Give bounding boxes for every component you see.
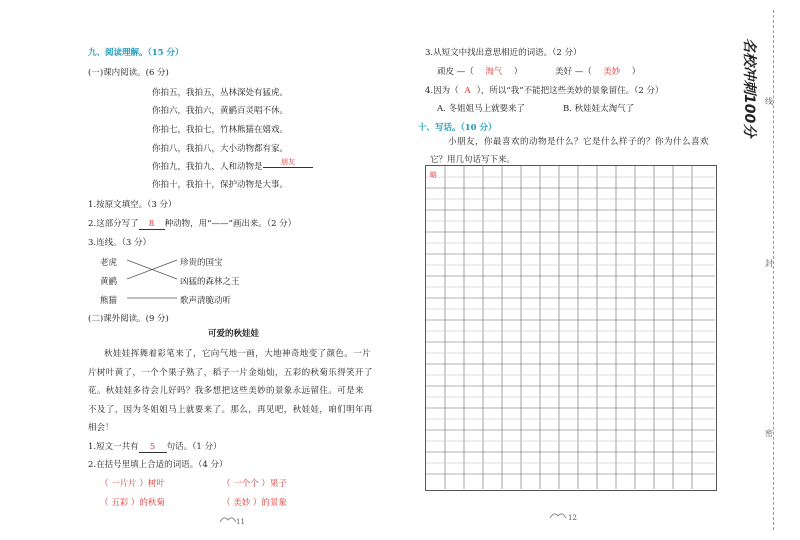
- section-9-heading: 九、阅读理解。（15 分）: [88, 48, 184, 58]
- page-number-left: 11: [236, 518, 245, 526]
- match-left-item: 老虎: [100, 258, 118, 268]
- poem-line: 你拍七，我拍七，竹林熊猫在嬉戏。: [152, 125, 289, 135]
- close-paren: ）: [631, 67, 641, 77]
- option-b: B. 秋娃娃太淘气了: [563, 104, 635, 114]
- fill-item: （ 美妙 ）的景象: [222, 498, 287, 508]
- writing-prompt: 小朋友，你最喜欢的动物是什么？它是什么样子的？你为什么喜欢: [448, 137, 710, 147]
- writing-prompt: 它？用几句话写下来。: [430, 155, 516, 165]
- page-number-right: 12: [568, 514, 577, 522]
- story-line: 秋娃娃挥舞着彩笔来了，它向气地一画，大地神奇地变了颜色。一片: [104, 349, 372, 359]
- binding-mark: 线: [765, 97, 773, 106]
- poem-line: 你拍八，我拍八，大小动物都有家。: [152, 144, 289, 154]
- question-2-answer: 8: [139, 219, 165, 230]
- synonym-pair-1: [437, 65, 522, 77]
- right-question-3: 3.从短文中找出意思相近的词语。（2 分）: [425, 48, 582, 58]
- poem-line: 你拍六，我拍六，黄鹂百灵唱不休。: [152, 106, 289, 116]
- story-question-1-text: 句话。（1 分）: [166, 442, 222, 452]
- brand-logo: 名校冲刺100分: [741, 38, 757, 138]
- story-question-1-text: 1.短文一共有: [88, 442, 139, 452]
- fill-item: （ 五彩 ）的秋菊: [100, 498, 165, 508]
- right-question-4: [425, 84, 663, 96]
- question-2-text: 2.这部分写了: [88, 219, 139, 229]
- binding-cut-line: [773, 10, 774, 530]
- story-title: 可爱的秋娃娃: [208, 329, 260, 339]
- match-right-item: 珍贵的国宝: [180, 258, 223, 268]
- option-a: A. 冬姐姐马上就要来了: [437, 104, 526, 114]
- part2-heading: (二)课外阅读。(9 分): [88, 314, 169, 324]
- poem-line: 你拍九，我拍九，人和动物是: [152, 162, 263, 172]
- writing-grid-lines: [426, 166, 715, 489]
- match-left-item: 熊猫: [100, 296, 118, 306]
- story-line: 花。秋娃娃多待会儿好吗？我多想把这些美妙的景象永远留住。可是来: [88, 386, 364, 396]
- writing-grid: [425, 165, 717, 491]
- right-question-4-text: 4.因为（: [425, 86, 459, 96]
- synonym-pair-2-text: 美好 —（: [555, 67, 592, 77]
- match-left-item: 黄鹂: [100, 277, 118, 287]
- synonym-pair-2-answer: 美妙: [603, 67, 621, 77]
- story-question-1: [88, 440, 222, 453]
- poem-line: 你拍十，我拍十，保护动物是大事。: [152, 180, 289, 190]
- question-3: 3.连线。（3 分）: [88, 238, 151, 248]
- synonym-pair-1-answer: 淘气: [485, 67, 503, 77]
- story-line: 片树叶黄了，一个个果子熟了，稻子一片金灿灿，五彩的秋菊乐得笑开了: [88, 368, 373, 378]
- story-line: 相会！: [88, 423, 114, 433]
- fill-item: （ 一片片 ）树叶: [100, 479, 165, 489]
- fill-item: （ 一个个 ）果子: [222, 479, 287, 489]
- synonym-pair-1-text: 顽皮 —（: [437, 67, 474, 77]
- question-2-text: 种动物，用“——”画出来。（2 分）: [164, 219, 297, 229]
- question-1: 1.按原文填空。（3 分）: [88, 200, 177, 210]
- match-right-item: 凶猛的森林之王: [180, 277, 240, 287]
- binding-mark: 封: [765, 259, 773, 268]
- part1-heading: (一)课内阅读。(6 分): [88, 68, 169, 78]
- section-10-heading: 十、写话。（10 分）: [418, 123, 497, 133]
- story-question-2: 2.在括号里填上合适的词语。（4 分）: [88, 460, 228, 470]
- poem-line: 你拍五，我拍五，丛林深处有猛虎。: [152, 88, 289, 98]
- question-2: [88, 217, 296, 230]
- page-ornament-icon: [548, 510, 568, 522]
- synonym-pair-2: [555, 65, 640, 77]
- story-question-1-answer: 5: [139, 442, 167, 453]
- right-question-4-text: ），所以“我”不能把这些美妙的景象留住。（2 分）: [476, 86, 664, 96]
- poem-blank-answer: 朋友: [263, 157, 313, 168]
- close-paren: ）: [513, 67, 523, 77]
- grid-first-cell-answer: 略: [430, 171, 437, 179]
- page-ornament-icon: [218, 514, 238, 526]
- binding-mark: 密: [765, 429, 773, 438]
- story-line: 不及了，因为冬姐姐马上就要来了。那么，再见吧，秋娃娃，咱们明年再: [88, 405, 373, 415]
- match-lines: [125, 255, 180, 305]
- right-question-4-answer: A: [464, 86, 471, 96]
- match-right-item: 歌声清脆动听: [180, 296, 232, 306]
